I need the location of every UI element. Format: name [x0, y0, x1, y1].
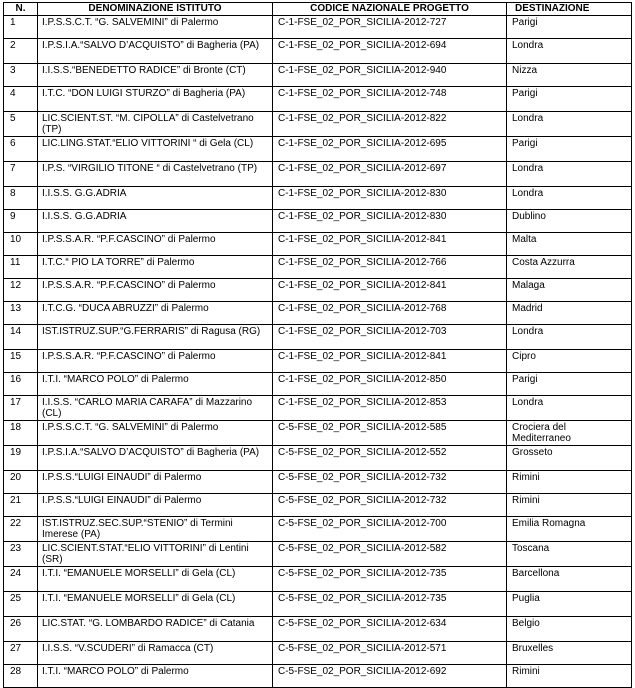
row-destination: Londra [507, 325, 632, 350]
row-number: 11 [4, 256, 38, 279]
table-row [4, 233, 632, 256]
table-row [4, 421, 632, 446]
row-project-code: C-5-FSE_02_POR_SICILIA-2012-735 [273, 567, 507, 592]
row-destination: Malta [507, 233, 632, 256]
table-row [4, 137, 632, 162]
row-project-code: C-1-FSE_02_POR_SICILIA-2012-841 [273, 279, 507, 302]
row-institute-name: I.T.I. “MARCO POLO” di Palermo [38, 665, 273, 688]
row-project-code: C-5-FSE_02_POR_SICILIA-2012-585 [273, 421, 507, 446]
row-number: 7 [4, 162, 38, 187]
row-number: 1 [4, 16, 38, 39]
row-project-code: C-1-FSE_02_POR_SICILIA-2012-830 [273, 187, 507, 210]
row-project-code: C-1-FSE_02_POR_SICILIA-2012-703 [273, 325, 507, 350]
row-institute-name: I.I.S.S.“BENEDETTO RADICE” di Bronte (CT) [38, 64, 273, 87]
row-project-code: C-1-FSE_02_POR_SICILIA-2012-940 [273, 64, 507, 87]
row-number: 24 [4, 567, 38, 592]
row-destination: Londra [507, 396, 632, 421]
row-institute-name: I.T.C.G. “DUCA ABRUZZI” di Palermo [38, 302, 273, 325]
row-project-code: C-1-FSE_02_POR_SICILIA-2012-822 [273, 112, 507, 137]
row-institute-name: I.P.S.S.A.R. “P.F.CASCINO” di Palermo [38, 279, 273, 302]
table-row [4, 471, 632, 494]
row-institute-name: I.I.S.S. G.G.ADRIA [38, 210, 273, 233]
table-row [4, 542, 632, 567]
table-row [4, 517, 632, 542]
row-project-code: C-5-FSE_02_POR_SICILIA-2012-735 [273, 592, 507, 617]
row-destination: Dublino [507, 210, 632, 233]
row-institute-name: I.I.S.S. “V.SCUDERI” di Ramacca (CT) [38, 642, 273, 665]
row-project-code: C-5-FSE_02_POR_SICILIA-2012-582 [273, 542, 507, 567]
row-project-code: C-1-FSE_02_POR_SICILIA-2012-697 [273, 162, 507, 187]
row-institute-name: LIC.SCIENT.STAT.“ELIO VITTORINI” di Lentini (SR) [38, 542, 273, 567]
row-number: 26 [4, 617, 38, 642]
table-row [4, 350, 632, 373]
row-institute-name: I.P.S.S.C.T. “G. SALVEMINI” di Palermo [38, 16, 273, 39]
row-project-code: C-5-FSE_02_POR_SICILIA-2012-552 [273, 446, 507, 471]
table-row [4, 494, 632, 517]
table-row [4, 302, 632, 325]
row-project-code: C-1-FSE_02_POR_SICILIA-2012-850 [273, 373, 507, 396]
row-institute-name: I.P.S.I.A.“SALVO D’ACQUISTO” di Bagheria (PA) [38, 446, 273, 471]
row-destination: Cipro [507, 350, 632, 373]
table-row [4, 446, 632, 471]
table-row [4, 210, 632, 233]
row-destination: Bruxelles [507, 642, 632, 665]
row-project-code: C-1-FSE_02_POR_SICILIA-2012-766 [273, 256, 507, 279]
row-number: 27 [4, 642, 38, 665]
row-destination: Rimini [507, 471, 632, 494]
row-institute-name: I.P.S. “VIRGILIO TITONE “ di Castelvetrano (TP) [38, 162, 273, 187]
row-project-code: C-5-FSE_02_POR_SICILIA-2012-732 [273, 494, 507, 517]
row-number: 23 [4, 542, 38, 567]
table-row [4, 279, 632, 302]
row-project-code: C-1-FSE_02_POR_SICILIA-2012-694 [273, 39, 507, 64]
table-row [4, 87, 632, 112]
row-destination: Grosseto [507, 446, 632, 471]
row-destination: Parigi [507, 87, 632, 112]
row-destination: Barcellona [507, 567, 632, 592]
row-destination: Madrid [507, 302, 632, 325]
row-number: 21 [4, 494, 38, 517]
table-row [4, 642, 632, 665]
table-row [4, 256, 632, 279]
row-institute-name: I.I.S.S. “CARLO MARIA CARAFA” di Mazzarino (CL) [38, 396, 273, 421]
row-project-code: C-1-FSE_02_POR_SICILIA-2012-853 [273, 396, 507, 421]
row-institute-name: I.T.I. “MARCO POLO” di Palermo [38, 373, 273, 396]
row-institute-name: IST.ISTRUZ.SUP.“G.FERRARIS” di Ragusa (RG) [38, 325, 273, 350]
row-institute-name: LIC.LING.STAT.“ELIO VITTORINI “ di Gela (CL) [38, 137, 273, 162]
row-number: 2 [4, 39, 38, 64]
table-row [4, 187, 632, 210]
row-project-code: C-1-FSE_02_POR_SICILIA-2012-841 [273, 350, 507, 373]
row-number: 8 [4, 187, 38, 210]
row-number: 6 [4, 137, 38, 162]
row-number: 12 [4, 279, 38, 302]
header-number: N. [4, 3, 38, 16]
table-row [4, 325, 632, 350]
row-institute-name: IST.ISTRUZ.SEC.SUP.“STENIO” di Termini Imerese (PA) [38, 517, 273, 542]
row-destination: Parigi [507, 373, 632, 396]
row-destination: Londra [507, 162, 632, 187]
row-destination: Malaga [507, 279, 632, 302]
row-institute-name: I.T.I. “EMANUELE MORSELLI” di Gela (CL) [38, 592, 273, 617]
row-destination: Crociera del Mediterraneo [507, 421, 632, 446]
table-row [4, 617, 632, 642]
row-destination: Toscana [507, 542, 632, 567]
row-number: 15 [4, 350, 38, 373]
row-number: 25 [4, 592, 38, 617]
row-destination: Emilia Romagna [507, 517, 632, 542]
row-project-code: C-1-FSE_02_POR_SICILIA-2012-841 [273, 233, 507, 256]
table-body [4, 16, 632, 688]
row-number: 28 [4, 665, 38, 688]
row-project-code: C-1-FSE_02_POR_SICILIA-2012-830 [273, 210, 507, 233]
row-number: 14 [4, 325, 38, 350]
table-row [4, 39, 632, 64]
table-row [4, 64, 632, 87]
row-institute-name: LIC.SCIENT.ST. “M. CIPOLLA” di Castelvetrano (TP) [38, 112, 273, 137]
table-row [4, 16, 632, 39]
row-number: 3 [4, 64, 38, 87]
row-project-code: C-1-FSE_02_POR_SICILIA-2012-695 [273, 137, 507, 162]
header-institute-name: DENOMINAZIONE ISTITUTO [38, 3, 273, 16]
row-project-code: C-5-FSE_02_POR_SICILIA-2012-692 [273, 665, 507, 688]
row-number: 18 [4, 421, 38, 446]
table-row [4, 592, 632, 617]
row-number: 16 [4, 373, 38, 396]
row-number: 13 [4, 302, 38, 325]
row-destination: Rimini [507, 665, 632, 688]
row-destination: Londra [507, 112, 632, 137]
header-row [4, 3, 632, 16]
table-row [4, 567, 632, 592]
row-destination: Belgio [507, 617, 632, 642]
row-number: 10 [4, 233, 38, 256]
row-destination: Londra [507, 187, 632, 210]
row-institute-name: I.P.S.S.“LUIGI EINAUDI” di Palermo [38, 471, 273, 494]
header-project-code: CODICE NAZIONALE PROGETTO [273, 3, 507, 16]
row-number: 5 [4, 112, 38, 137]
row-project-code: C-1-FSE_02_POR_SICILIA-2012-768 [273, 302, 507, 325]
projects-table [3, 2, 632, 688]
table-row [4, 373, 632, 396]
row-institute-name: I.P.S.I.A.“SALVO D’ACQUISTO” di Bagheria (PA) [38, 39, 273, 64]
row-number: 9 [4, 210, 38, 233]
row-institute-name: I.T.C. “DON LUIGI STURZO” di Bagheria (PA) [38, 87, 273, 112]
row-destination: Parigi [507, 137, 632, 162]
header-destination: DESTINAZIONE [507, 3, 632, 16]
row-number: 20 [4, 471, 38, 494]
row-project-code: C-5-FSE_02_POR_SICILIA-2012-700 [273, 517, 507, 542]
row-destination: Puglia [507, 592, 632, 617]
row-number: 19 [4, 446, 38, 471]
row-destination: Costa Azzurra [507, 256, 632, 279]
row-number: 17 [4, 396, 38, 421]
row-institute-name: I.P.S.S.A.R. “P.F.CASCINO” di Palermo [38, 350, 273, 373]
row-project-code: C-1-FSE_02_POR_SICILIA-2012-727 [273, 16, 507, 39]
row-destination: Nizza [507, 64, 632, 87]
row-institute-name: I.I.S.S. G.G.ADRIA [38, 187, 273, 210]
row-number: 4 [4, 87, 38, 112]
row-institute-name: I.T.C.“ PIO LA TORRE” di Palermo [38, 256, 273, 279]
row-destination: Londra [507, 39, 632, 64]
row-institute-name: I.T.I. “EMANUELE MORSELLI” di Gela (CL) [38, 567, 273, 592]
row-project-code: C-5-FSE_02_POR_SICILIA-2012-571 [273, 642, 507, 665]
table-row [4, 396, 632, 421]
row-project-code: C-5-FSE_02_POR_SICILIA-2012-634 [273, 617, 507, 642]
row-destination: Parigi [507, 16, 632, 39]
table-row [4, 112, 632, 137]
table-row [4, 665, 632, 688]
row-institute-name: I.P.S.S.C.T. “G. SALVEMINI” di Palermo [38, 421, 273, 446]
row-number: 22 [4, 517, 38, 542]
table-row [4, 162, 632, 187]
row-institute-name: LIC.STAT. “G. LOMBARDO RADICE” di Catania [38, 617, 273, 642]
row-institute-name: I.P.S.S.“LUIGI EINAUDI” di Palermo [38, 494, 273, 517]
row-project-code: C-5-FSE_02_POR_SICILIA-2012-732 [273, 471, 507, 494]
row-institute-name: I.P.S.S.A.R. “P.F.CASCINO” di Palermo [38, 233, 273, 256]
row-project-code: C-1-FSE_02_POR_SICILIA-2012-748 [273, 87, 507, 112]
row-destination: Rimini [507, 494, 632, 517]
